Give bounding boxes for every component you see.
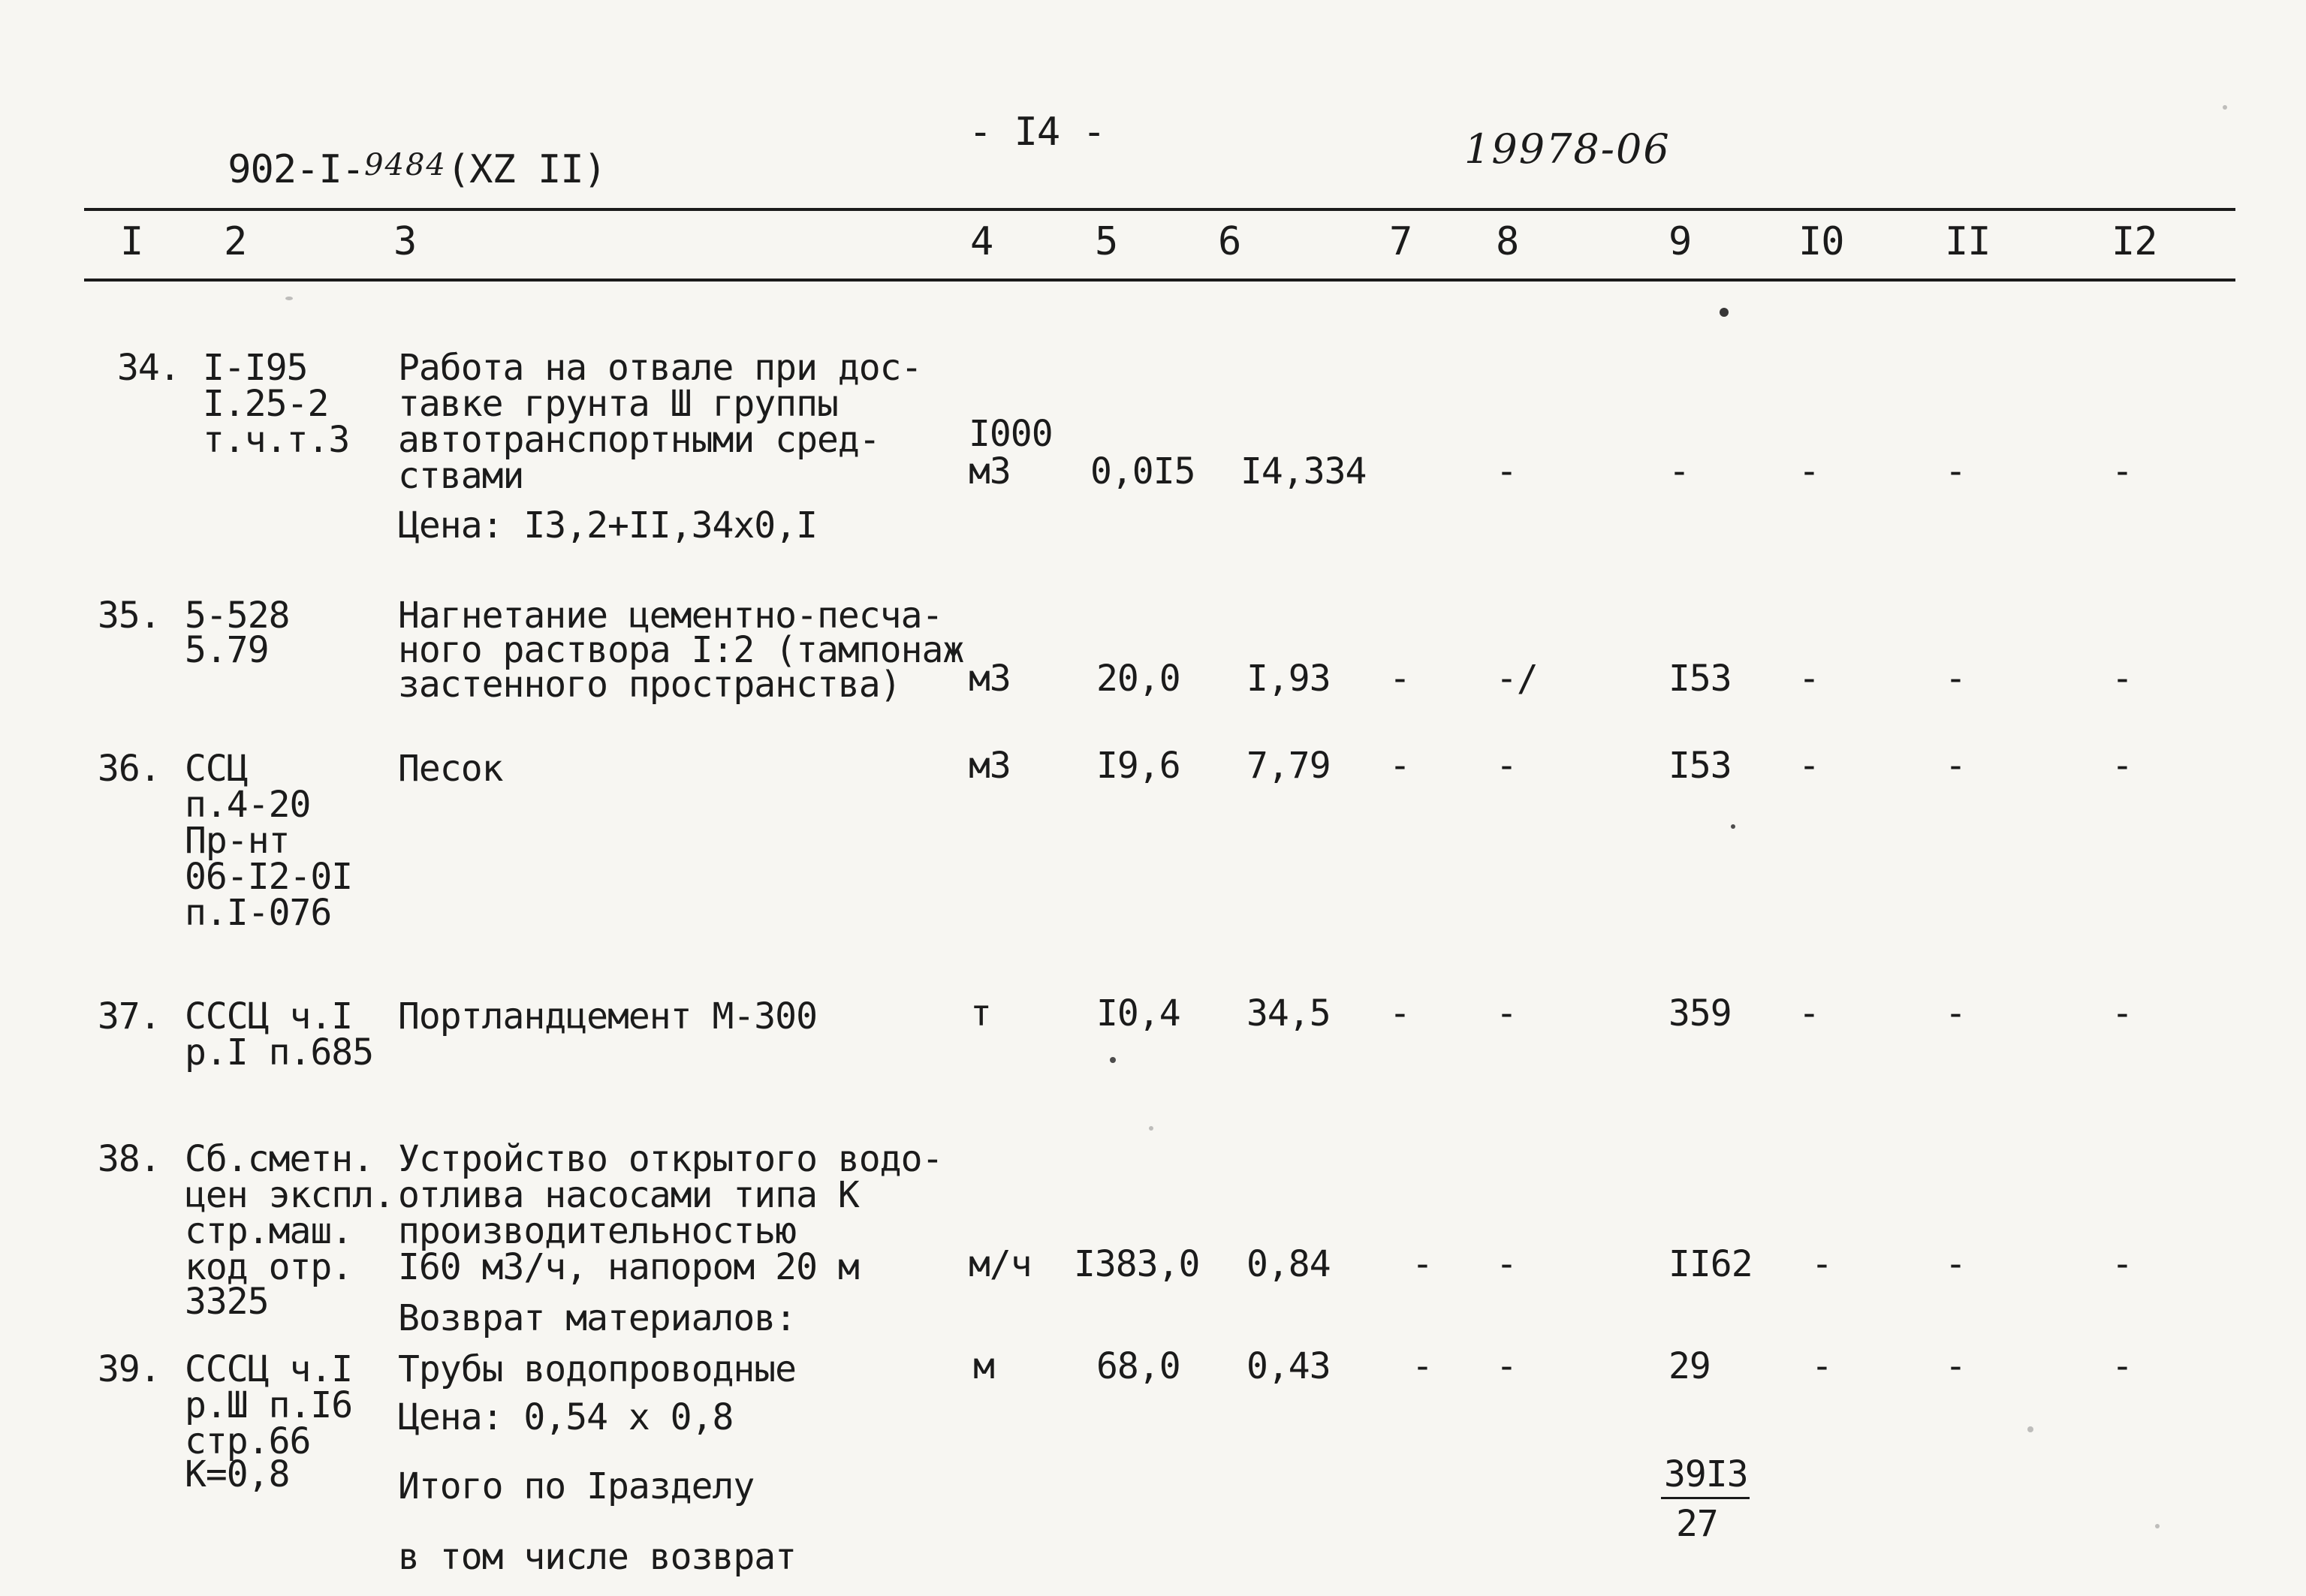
col-header-9: 9 bbox=[1668, 219, 1692, 264]
row-39-col7: - bbox=[1412, 1345, 1433, 1387]
row-38-ref: цен экспл. bbox=[185, 1174, 394, 1216]
section-total-label: Итого по Iразделу bbox=[398, 1465, 755, 1507]
row-37-desc: Портландцемент М-300 bbox=[398, 995, 817, 1037]
row-34-ref: I.25-2 bbox=[203, 383, 329, 425]
archive-number: 19978-06 bbox=[1464, 125, 1671, 173]
row-35-col9: I53 bbox=[1668, 658, 1732, 700]
header-top-rule bbox=[84, 208, 2235, 211]
row-38-desc: I60 м3/ч, напором 20 м bbox=[398, 1246, 859, 1288]
row-39-desc: Трубы водопроводные bbox=[398, 1348, 797, 1390]
row-35-price: I,93 bbox=[1246, 658, 1331, 700]
row-34-col11: - bbox=[1945, 450, 1966, 492]
row-37-col12: - bbox=[2112, 992, 2133, 1034]
row-34-unit: I000 bbox=[969, 413, 1053, 455]
row-39-col9: 29 bbox=[1668, 1345, 1711, 1387]
row-39-ref: СССЦ ч.I bbox=[185, 1348, 353, 1390]
row-34-qty: 0,0I5 bbox=[1090, 450, 1195, 492]
col-header-1: I bbox=[120, 219, 143, 264]
row-37-col10: - bbox=[1798, 992, 1819, 1034]
row-39-price: 0,43 bbox=[1246, 1345, 1331, 1387]
row-35-col12: - bbox=[2112, 658, 2133, 700]
row-34-price: I4,334 bbox=[1240, 450, 1367, 492]
row-38-desc: Устройство открытого водо- bbox=[398, 1138, 943, 1180]
col-header-7: 7 bbox=[1389, 219, 1412, 264]
row-34-col8: - bbox=[1496, 450, 1517, 492]
row-38-qty: I383,0 bbox=[1074, 1243, 1200, 1285]
row-37-unit: т bbox=[970, 992, 991, 1034]
row-36-col12: - bbox=[2112, 745, 2133, 787]
row-36-col7: - bbox=[1389, 745, 1410, 787]
row-36-unit: м3 bbox=[969, 745, 1011, 787]
row-34-ref: т.ч.т.3 bbox=[203, 419, 350, 461]
row-34-desc: автотранспортными сред- bbox=[398, 419, 880, 461]
row-39-ref: К=0,8 bbox=[185, 1453, 290, 1495]
row-34-unit: м3 bbox=[969, 450, 1011, 492]
col-header-10: I0 bbox=[1798, 219, 1844, 264]
row-38-desc: производительностью bbox=[398, 1210, 797, 1252]
row-38-ref: код отр. bbox=[185, 1246, 353, 1288]
doc-code-handwritten: 9484 bbox=[364, 148, 447, 182]
row-37-col8: - bbox=[1496, 992, 1517, 1034]
row-37-col9: 359 bbox=[1668, 992, 1732, 1034]
row-37-price: 34,5 bbox=[1246, 992, 1331, 1034]
section-return-label: в том числе возврат bbox=[398, 1536, 797, 1578]
row-39-col12: - bbox=[2112, 1345, 2133, 1387]
scan-speck bbox=[2155, 1524, 2160, 1528]
row-37-ref: р.I п.685 bbox=[185, 1031, 374, 1074]
row-38-col9: II62 bbox=[1668, 1243, 1753, 1285]
row-38-number: 38. bbox=[98, 1138, 161, 1180]
row-35-qty: 20,0 bbox=[1096, 658, 1180, 700]
row-36-ref: 06-I2-0I bbox=[185, 856, 353, 898]
row-37-qty: I0,4 bbox=[1096, 992, 1180, 1034]
returns-section-label: Возврат материалов: bbox=[398, 1297, 797, 1339]
row-35-ref: 5.79 bbox=[185, 629, 269, 671]
row-35-desc: ного раствора I:2 (тампонаж bbox=[398, 629, 964, 671]
row-34-desc: Работа на отвале при дос- bbox=[398, 347, 922, 389]
row-34-number: 34. bbox=[117, 347, 180, 389]
doc-code-suffix: (XZ II) bbox=[446, 147, 607, 192]
row-39-col8: - bbox=[1496, 1345, 1517, 1387]
row-34-ref: I-I95 bbox=[203, 347, 308, 389]
scan-speck bbox=[1731, 824, 1735, 829]
section-return-value: 27 bbox=[1676, 1503, 1718, 1545]
row-37-col7: - bbox=[1389, 992, 1410, 1034]
scan-speck bbox=[1110, 1057, 1116, 1063]
row-38-col7: - bbox=[1412, 1243, 1433, 1285]
row-35-unit: м3 bbox=[969, 658, 1011, 700]
row-36-price: 7,79 bbox=[1246, 745, 1331, 787]
row-36-ref: п.I-076 bbox=[185, 892, 332, 934]
row-39-ref: р.Ш п.I6 bbox=[185, 1384, 353, 1426]
row-38-col12: - bbox=[2112, 1243, 2133, 1285]
row-35-col8: -/ bbox=[1496, 658, 1538, 700]
row-36-ref: Пр-нт bbox=[185, 820, 290, 862]
row-34-price-note: Цена: I3,2+II,34x0,I bbox=[398, 504, 817, 547]
row-37-ref: СССЦ ч.I bbox=[185, 995, 353, 1037]
row-39-col10: - bbox=[1811, 1345, 1832, 1387]
row-39-ref: стр.66 bbox=[185, 1420, 311, 1462]
row-38-col8: - bbox=[1496, 1243, 1517, 1285]
row-36-col11: - bbox=[1945, 745, 1966, 787]
scan-speck bbox=[285, 297, 293, 300]
row-36-number: 36. bbox=[98, 748, 161, 790]
row-38-desc: отлива насосами типа К bbox=[398, 1174, 859, 1216]
row-35-col7: - bbox=[1389, 658, 1410, 700]
col-header-3: 3 bbox=[393, 219, 417, 264]
scan-speck bbox=[1720, 308, 1729, 317]
row-38-ref: Сб.сметн. bbox=[185, 1138, 374, 1180]
row-34-desc: ствами bbox=[398, 455, 524, 497]
row-35-ref: 5-528 bbox=[185, 595, 290, 637]
row-37-col11: - bbox=[1945, 992, 1966, 1034]
row-38-ref: стр.маш. bbox=[185, 1210, 353, 1252]
row-36-col9: I53 bbox=[1668, 745, 1732, 787]
row-36-ref: ССЦ bbox=[185, 748, 248, 790]
row-39-col11: - bbox=[1945, 1345, 1966, 1387]
scan-speck bbox=[2223, 105, 2227, 110]
header-bottom-rule bbox=[84, 279, 2235, 282]
row-39-unit: м bbox=[973, 1345, 994, 1387]
row-38-col10: - bbox=[1811, 1243, 1832, 1285]
row-34-col10: - bbox=[1798, 450, 1819, 492]
row-38-col11: - bbox=[1945, 1243, 1966, 1285]
row-35-desc: застенного пространства) bbox=[398, 664, 901, 706]
row-36-ref: п.4-20 bbox=[185, 784, 311, 826]
row-34-col12: - bbox=[2112, 450, 2133, 492]
scan-speck bbox=[1149, 1126, 1153, 1131]
row-34-col9: - bbox=[1668, 450, 1690, 492]
row-39-price-note: Цена: 0,54 x 0,8 bbox=[398, 1396, 734, 1438]
row-36-qty: I9,6 bbox=[1096, 745, 1180, 787]
row-35-col10: - bbox=[1798, 658, 1819, 700]
row-35-col11: - bbox=[1945, 658, 1966, 700]
section-total-value: 39I3 bbox=[1664, 1453, 1748, 1495]
col-header-4: 4 bbox=[970, 219, 993, 264]
row-35-desc: Нагнетание цементно-песча- bbox=[398, 595, 943, 637]
col-header-12: I2 bbox=[2112, 219, 2157, 264]
col-header-11: II bbox=[1945, 219, 1991, 264]
row-39-number: 39. bbox=[98, 1348, 161, 1390]
col-header-2: 2 bbox=[224, 219, 247, 264]
doc-code-printed: 902-I- bbox=[228, 147, 365, 192]
row-36-col8: - bbox=[1496, 745, 1517, 787]
row-36-desc: Песок bbox=[398, 748, 503, 790]
row-34-desc: тавке грунта Ш группы bbox=[398, 383, 838, 425]
row-36-col10: - bbox=[1798, 745, 1819, 787]
col-header-6: 6 bbox=[1218, 219, 1241, 264]
row-38-ref: 3325 bbox=[185, 1281, 269, 1323]
total-fraction-line bbox=[1661, 1497, 1750, 1499]
col-header-8: 8 bbox=[1496, 219, 1519, 264]
page-number: - I4 - bbox=[969, 110, 1105, 155]
row-38-unit: м/ч bbox=[969, 1243, 1032, 1285]
row-39-qty: 68,0 bbox=[1096, 1345, 1180, 1387]
row-38-price: 0,84 bbox=[1246, 1243, 1331, 1285]
scan-speck bbox=[2027, 1426, 2033, 1432]
row-37-number: 37. bbox=[98, 995, 161, 1037]
row-35-number: 35. bbox=[98, 595, 161, 637]
col-header-5: 5 bbox=[1095, 219, 1118, 264]
